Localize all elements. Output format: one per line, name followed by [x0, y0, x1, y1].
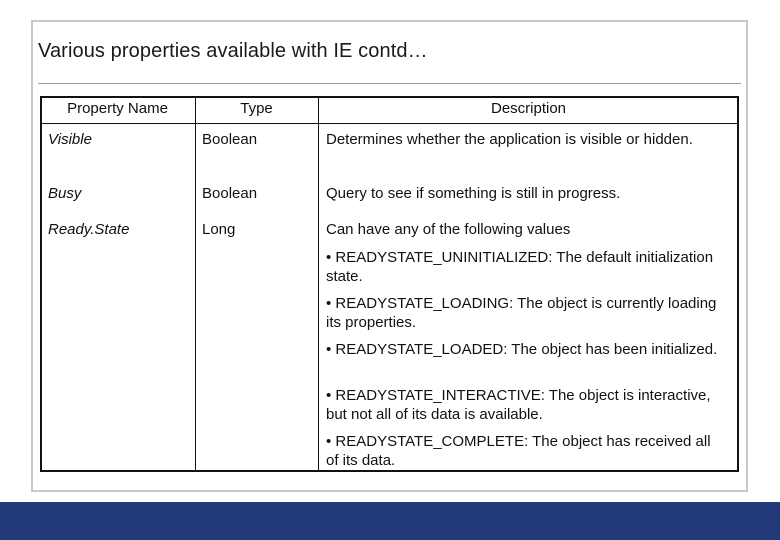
readystate-loaded: • READYSTATE_LOADED: The object has been initialized.: [326, 341, 718, 358]
row-readystate-type: Long: [202, 221, 236, 238]
row-readystate-description: Can have any of the following values: [326, 221, 571, 238]
header-description: Description: [490, 100, 567, 117]
header-divider: [40, 123, 739, 124]
readystate-complete: • READYSTATE_COMPLETE: The object has received all of its data.: [326, 433, 711, 469]
title-divider: [38, 83, 741, 84]
row-visible-type: Boolean: [202, 131, 258, 148]
header-type: Type: [240, 100, 273, 117]
readystate-uninitialized: • READYSTATE_UNINITIALIZED: The default initialization state.: [326, 249, 714, 285]
column-divider: [195, 96, 196, 472]
header-property-name: Property Name: [67, 100, 168, 117]
row-busy-type: Boolean: [202, 185, 258, 202]
column-divider: [318, 96, 319, 472]
row-busy-description: Query to see if something is still in progress.: [326, 185, 621, 202]
readystate-loading: • READYSTATE_LOADING: The object is currently loading its properties.: [326, 295, 717, 331]
footer-bar: [0, 502, 780, 540]
row-visible-name: Visible: [48, 131, 92, 148]
row-busy-name: Busy: [48, 185, 82, 202]
slide-title: Various properties available with IE contd…: [38, 40, 428, 62]
row-visible-description: Determines whether the application is visible or hidden.: [326, 131, 693, 148]
readystate-interactive: • READYSTATE_INTERACTIVE: The object is interactive, but not all of its data is available.: [326, 387, 711, 423]
row-readystate-name: Ready.State: [48, 221, 130, 238]
